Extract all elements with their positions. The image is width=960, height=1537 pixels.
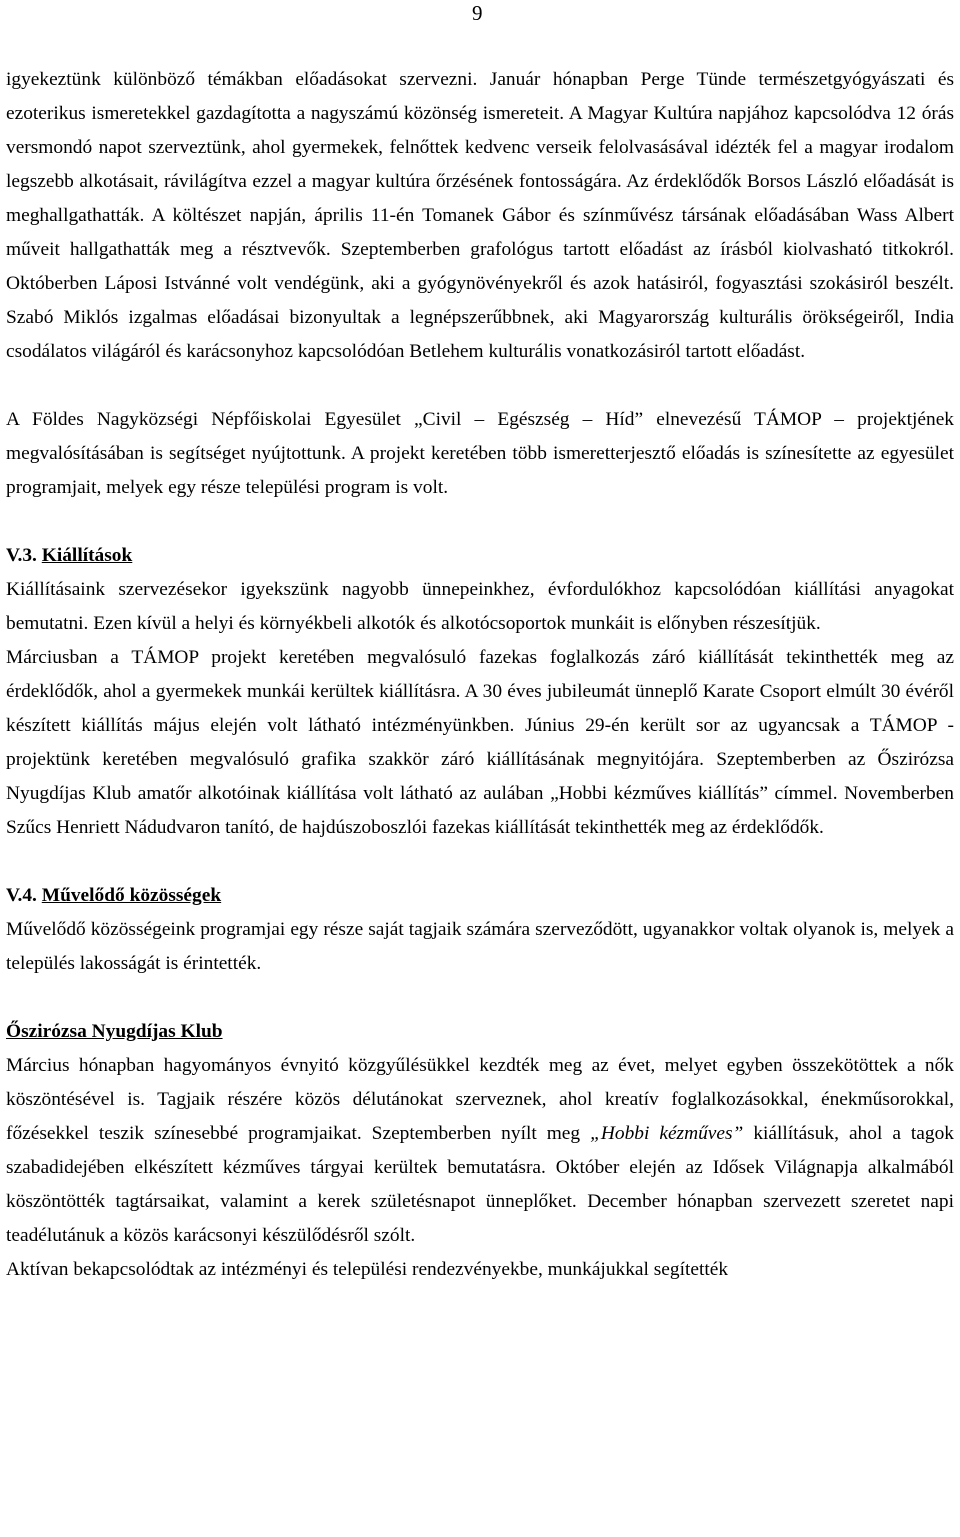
club-heading: Őszirózsa Nyugdíjas Klub <box>6 1021 223 1042</box>
spacer <box>6 505 954 539</box>
section-title: Művelődő közösségek <box>41 885 222 906</box>
paragraph-exhibitions-intro: Kiállításaink szervezésekor igyekszünk nagyobb ünnepeinkhez, évfordulókhoz kapcsolódóan kiállítási anyagokat bemutatni. Ezen kívül a helyi és környékbeli alkotók és alkotócsoportok munkáit is előnyben részesítjük. <box>6 579 954 634</box>
club-text-part: kiállításuk, ahol a tagok szabadidejében elkészített kézműves tárgyai kerültek bemutatásra. Október elején az Idősek Világnapja alkalmából köszöntötték tagtársaikat, valamint a kerek születésnapot ünneplőket. December hónapban szervezett szeretet napi teadélutánuk a közös karácsonyi készülődésről szólt. <box>6 1123 954 1246</box>
document-body <box>6 63 954 1287</box>
page-number: 9 <box>472 1 483 25</box>
spacer <box>6 981 954 1015</box>
club-text-italic: „Hobbi kézműves” <box>590 1123 744 1144</box>
paragraph-club-activities <box>6 1049 954 1253</box>
section-title: Kiállítások <box>41 545 133 566</box>
paragraph-tamop-project: A Földes Nagyközségi Népfőiskolai Egyesület „Civil – Egészség – Híd” elnevezésű TÁMOP – projektjének megvalósításában is segítséget nyújtottunk. A projekt keretében több ismeretterjesztő előadás is színesítette az egyesület programjait, melyek egy része települési program is volt. <box>6 409 954 498</box>
spacer <box>6 845 954 879</box>
section-number: V.3. <box>6 545 37 566</box>
club-text-part: Március hónapban hagyományos évnyitó közgyűlésükkel kezdték meg az évet, melyet egyben összekötöttek a nők köszöntésével is. Tagjaik részére közös délutánokat szerveznek, ahol kreatív foglalkozásokkal, énekműsorokkal, főzésekkel teszik színesebbé programjaikat. Szeptemberben nyílt meg <box>6 1055 954 1144</box>
paragraph-exhibitions-list: Márciusban a TÁMOP projekt keretében megvalósuló fazekas foglalkozás záró kiállítását tekinthették meg az érdeklődők, ahol a gyermekek munkái kerültek kiállításra. A 30 éves jubileumát ünneplő Karate Csoport elmúlt 30 évéről készített kiállítás május elején volt látható intézményünkben. Június 29-én került sor az ugyancsak a TÁMOP - projektünk keretében megvalósuló grafika szakkör záró kiállításának megnyitójára. Szeptemberben az Őszirózsa Nyugdíjas Klub amatőr alkotóinak kiállítása volt látható az aulában „Hobbi kézműves kiállítás” címmel. Novemberben Szűcs Henriett Nádudvaron tanító, de hajdúszoboszlói fazekas kiállítását tekinthették meg az érdeklődők. <box>6 647 954 838</box>
section-number: V.4. <box>6 885 37 906</box>
paragraph-lectures: igyekeztünk különböző témákban előadásokat szervezni. Január hónapban Perge Tünde természetgyógyászati és ezoterikus ismeretekkel gazdagította a nagyszámú közönség ismereteit. A Magyar Kultúra napjához kapcsolódva 12 órás versmondó napot szerveztünk, ahol gyermekek, felnőttek kedvenc verseik felolvasásával idézték fel a magyar irodalom legszebb alkotásait, rávilágítva ezzel a magyar kultúra őrzésének fontosságára. Az érdeklődők Borsos László előadását is meghallgathatták. A költészet napján, április 11-én Tomanek Gábor és színművész társának előadásában Wass Albert műveit hallgathatták meg a résztvevők. Szeptemberben grafológus tartott előadást az írásból kiolvasható titkokról. Októberben Láposi Istvánné volt vendégünk, aki a gyógynövényekről és azok hatásiról, fogyasztási szokásiról beszélt. Szabó Miklós izgalmas előadásai bizonyultak a legnépszerűbbnek, aki Magyarország kulturális örökségeiről, India csodálatos világáról és karácsonyhoz kapcsolódóan Betlehem kulturális vonatkozásiról tartott előadást. <box>6 69 954 362</box>
paragraph-club-events: Aktívan bekapcsolódtak az intézményi és települési rendezvényekbe, munkájukkal segítették <box>6 1259 729 1280</box>
section-heading-v3 <box>6 539 954 573</box>
spacer <box>6 369 954 403</box>
section-heading-v4 <box>6 879 954 913</box>
paragraph-communities: Művelődő közösségeink programjai egy része saját tagjaik számára szerveződött, ugyanakkor voltak olyanok is, melyek a település lakosságát is érintették. <box>6 919 954 974</box>
